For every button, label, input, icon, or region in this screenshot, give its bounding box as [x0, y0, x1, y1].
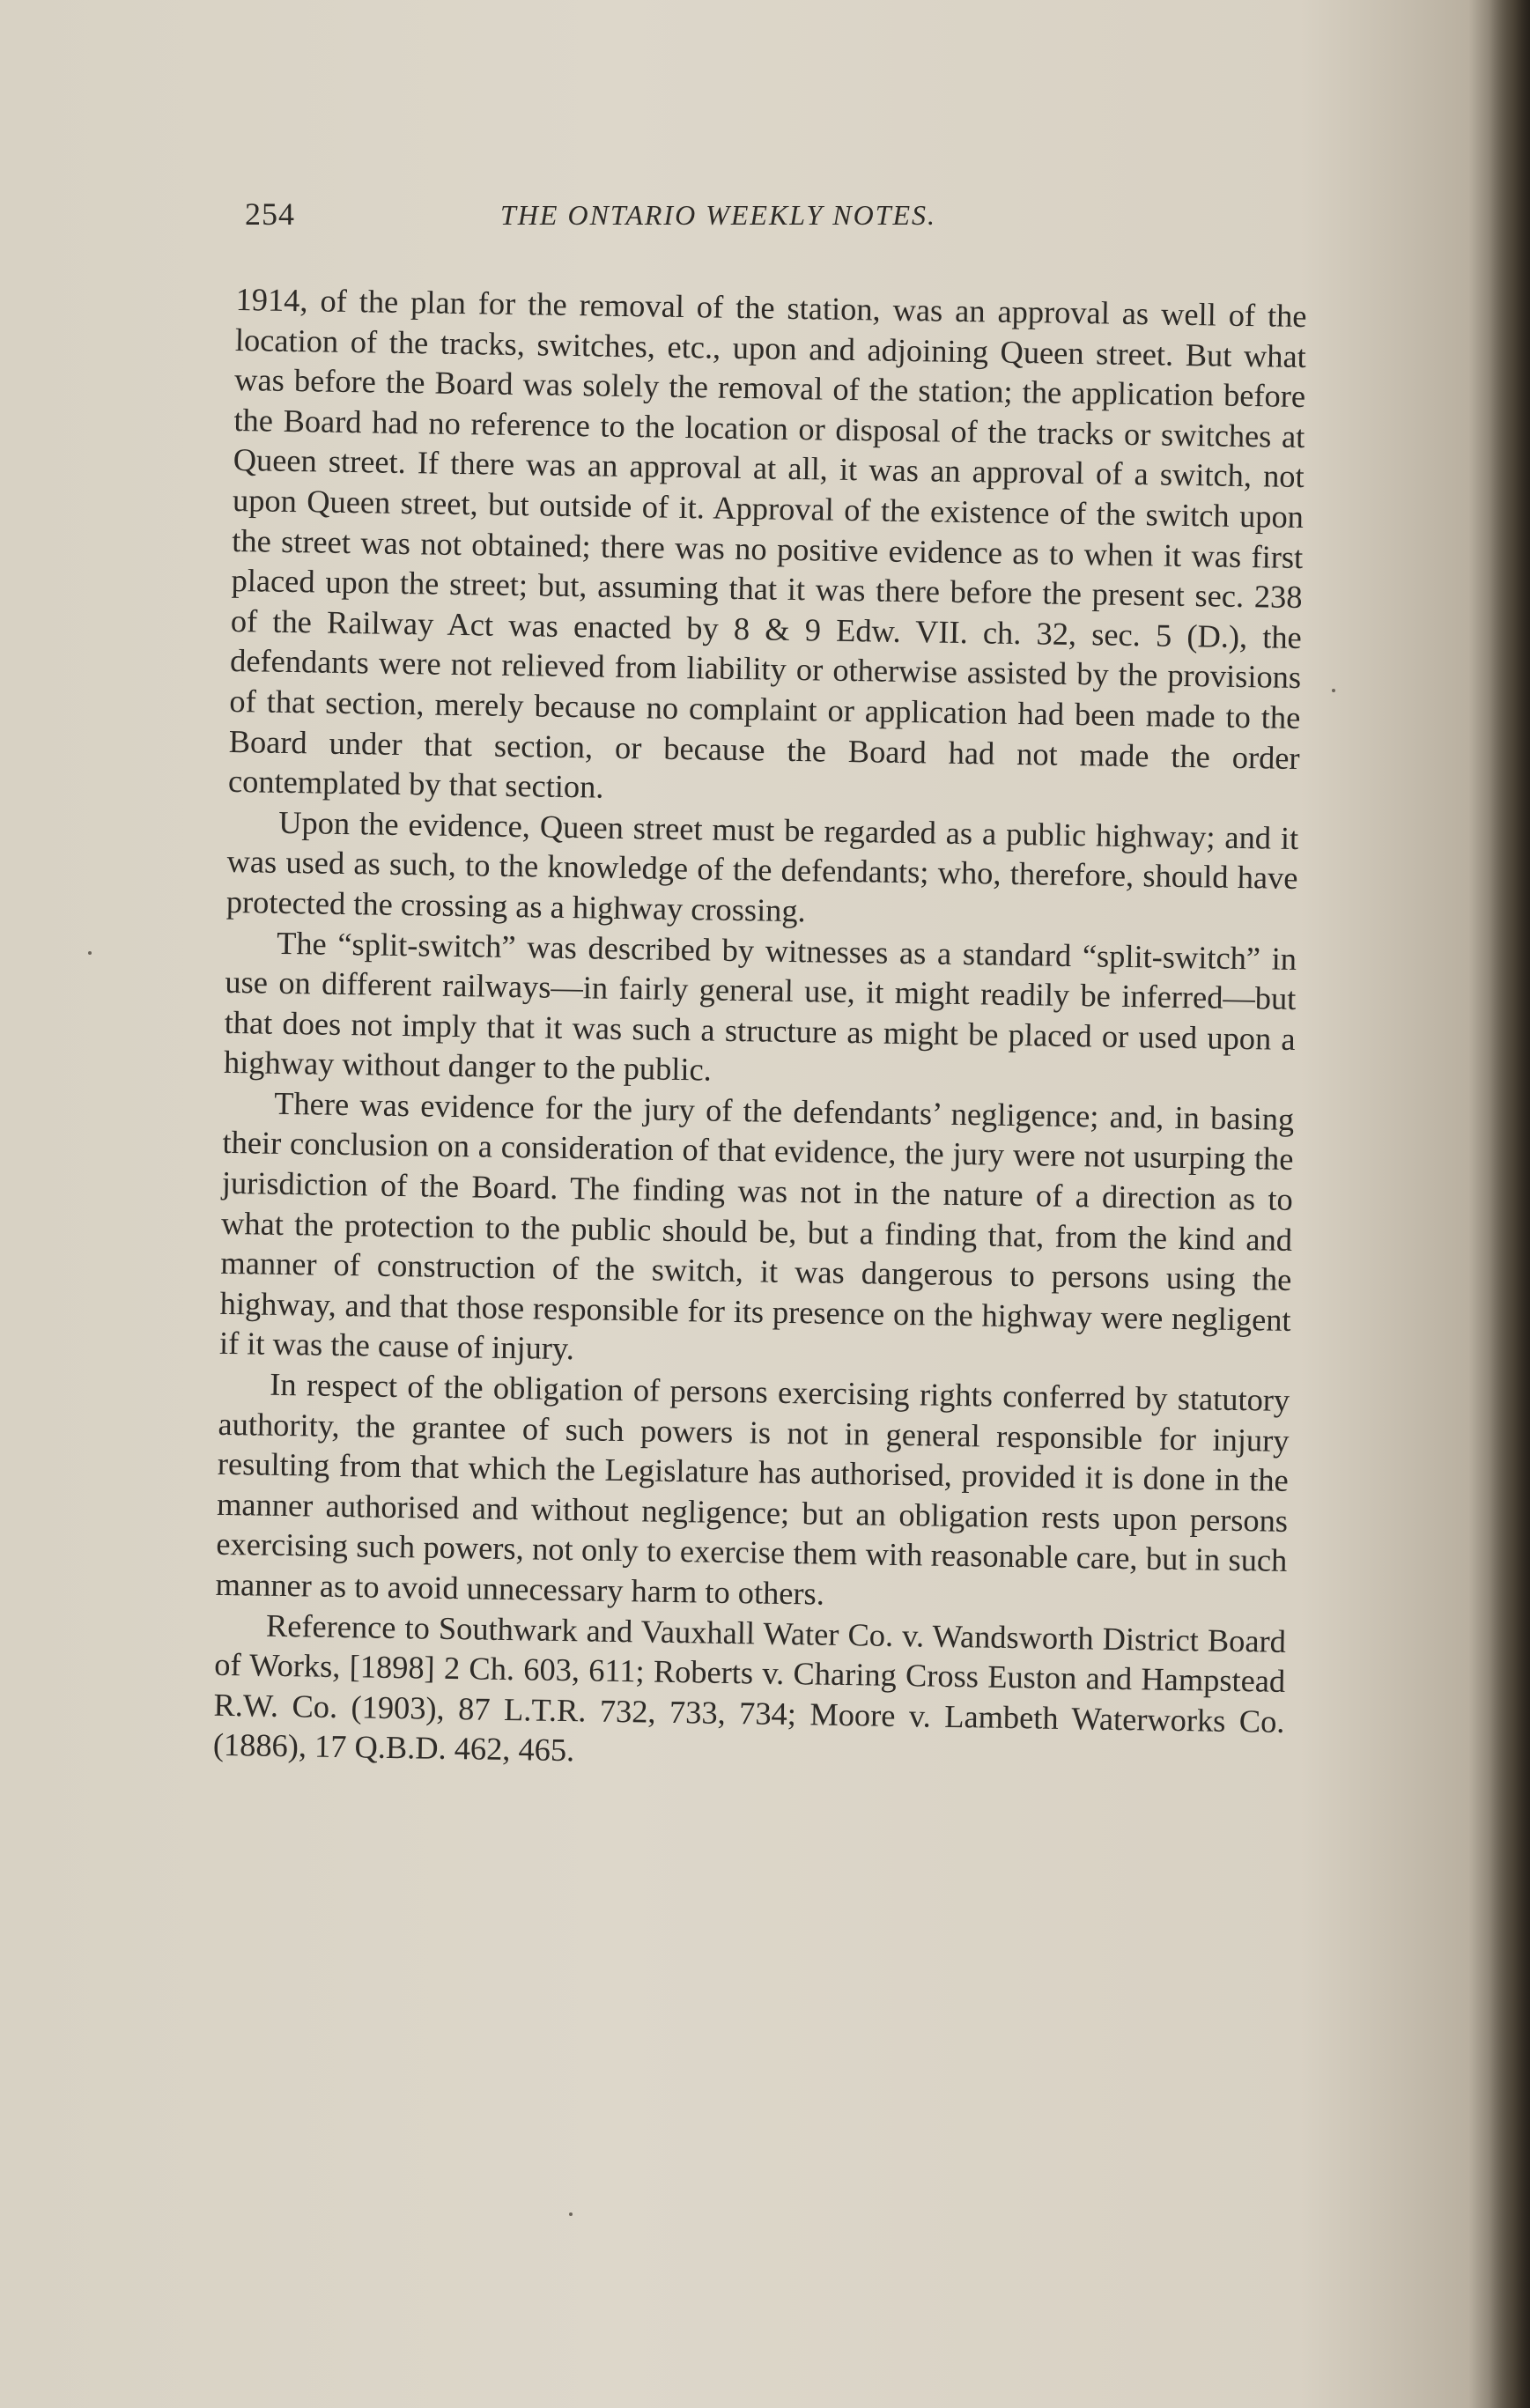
paragraph-1: 1914, of the plan for the removal of the station, was an approval as well of the location of the tracks, switches, etc., upon and adjoining Queen street. But what was before the Board was solely the removal of the station; the application before the Board had no reference to the location or disposal of the tracks or switches at Queen street. If there was an approval at all, it was an approval of a switch, not upon Queen street, but outside of it. Approval of the existence of the switch upon the street was not obtained; there was no positive evidence as to when it was first placed upon the street; but, assuming that it was there before the present sec. 238 of the Railway Act was enacted by 8 & 9 Edw. VII. ch. 32, sec. 5 (D.), the defendants were not relieved from liability or otherwise assisted by the provisions of that section, merely because no complaint or application had been made to the Board under that section, or because the Board had not made the order contemplated by that section.: [227, 281, 1307, 805]
journal-title: THE ONTARIO WEEKLY NOTES.: [500, 199, 937, 231]
paper-speck: [569, 2212, 573, 2216]
running-head: [245, 196, 1302, 248]
paragraph-5: In respect of the obligation of persons exercising rights conferred by statutory authority, the grantee of such powers is not in general responsible for injury resulting from that which the Legislature has authorised, provided it is done in the manner authorised and without negligence; but an obligation rests upon persons exercising such powers, not only to exercise them with reasonable care, but in such manner as to avoid unnecessary harm to others.: [215, 1366, 1290, 1612]
paragraph-4: There was evidence for the jury of the defendants’ negligence; and, in basing their conclusion on a consideration of that evidence, the jury were not usurping the jurisdiction of the Board. The finding was not in the nature of a direction as to what the protection to the public should be, but a finding that, from the kind and manner of construction of the switch, it was dangerous to persons using the highway, and that those responsible for its presence on the highway were negligent if it was the cause of injury.: [218, 1085, 1295, 1367]
paper-speck: [1332, 689, 1335, 692]
paper-speck: [88, 951, 92, 955]
page-gutter-shadow: [1489, 0, 1530, 2408]
paragraph-6-references: Reference to Southwark and Vauxhall Water Co. v. Wandsworth District Board of Works, [1898] 2 Ch. 603, 611; Roberts v. Charing Cross Euston and Hampstead R.W. Co. (1903), 87 L.T.R. 732, 733, 734; Moore v. Lambeth Waterworks Co. (1886), 17 Q.B.D. 462, 465.: [212, 1607, 1287, 1769]
body-text: [213, 280, 1307, 1783]
paragraph-3: The “split-switch” was described by witnesses as a standard “split-switch” in use on different railways—in fairly general use, it might readily be inferred—but that does not imply that it was such a structure as might be placed or used upon a highway without danger to the public.: [223, 925, 1297, 1088]
page-number: 254: [245, 196, 295, 232]
paragraph-2: Upon the evidence, Queen street must be regarded as a public highway; and it was used as such, to the knowledge of the defendants; who, therefore, should have protected the crossing as a highway crossing.: [225, 804, 1299, 929]
